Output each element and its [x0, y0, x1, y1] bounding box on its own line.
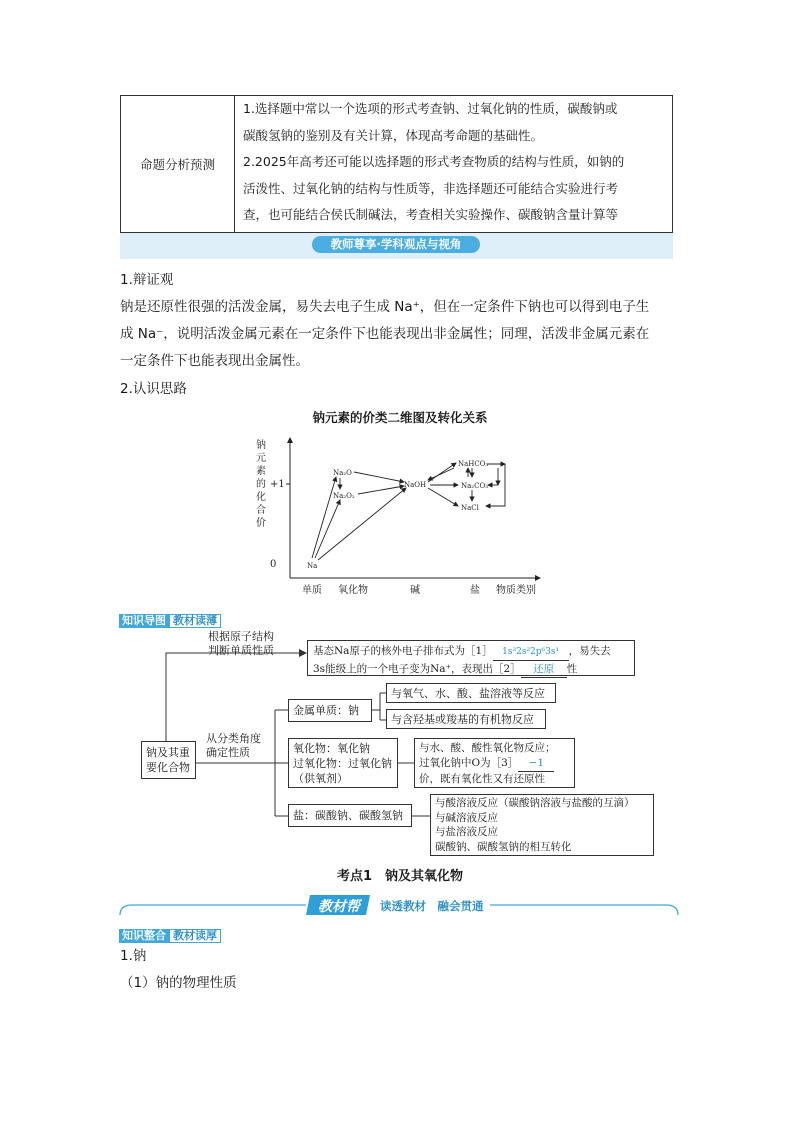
metal-item: 与含羟基或羧基的有机物反应	[386, 709, 546, 729]
node-nahco3: NaHCO₃	[458, 460, 489, 468]
arrow	[428, 468, 454, 480]
table-line: 查，也可能结合侯氏制碱法，考查相关实验操作、碳酸钠含量计算等	[243, 207, 619, 222]
knowledge-tags	[119, 924, 221, 943]
box-text: 基态Na原子的核外电子排布式为［1］	[313, 645, 493, 657]
ylabel-char: 化	[256, 492, 266, 503]
chart-title: 钠元素的价类二维图及转化关系	[312, 410, 488, 425]
section-heading: 1.钠	[120, 948, 147, 964]
branch-label	[208, 630, 274, 658]
ylabel-char: 的	[256, 479, 266, 490]
banner-title: 教师尊享·学科观点与视角	[312, 236, 480, 253]
metal-item: 与氧气、水、酸、盐溶液等反应	[386, 683, 556, 703]
answer-1: 1s²2s²2p⁶3s¹	[493, 644, 569, 661]
oxide-desc-line: 过氧化钠中O为［3］	[419, 757, 519, 769]
paragraph-line: 成 Na⁻，说明活泼金属元素在一定条件下也能表现出非金属性；同理，活泼非金属元素在	[120, 326, 650, 342]
tag-read-thin: 教材读薄	[169, 614, 221, 628]
teacher-banner	[120, 233, 673, 259]
arrow	[318, 488, 406, 560]
branch-label	[206, 732, 261, 760]
table-label: 命题分析预测	[121, 96, 235, 232]
ytick-label: +1	[270, 479, 285, 490]
ylabel-char: 元	[256, 453, 266, 464]
branch-label-line: 从分类角度	[206, 732, 261, 745]
node-na2o: Na₂O	[333, 469, 352, 477]
arrow	[315, 500, 340, 558]
ylabel-char: 钠	[256, 440, 266, 451]
salt-item: 与盐溶液反应	[435, 826, 498, 838]
xlabel: 物质类别	[496, 585, 536, 596]
atomic-structure-box	[307, 640, 635, 676]
oxide-desc-line: 与水、酸、酸性氧化物反应；	[419, 742, 556, 754]
answer-3: −1	[518, 756, 554, 772]
box-text: 3s能级上的一个电子变为Na⁺，表现出［2］	[313, 663, 521, 675]
valence-chart	[240, 430, 550, 600]
node-na: Na	[307, 562, 318, 570]
ytick-label: 0	[270, 559, 277, 570]
tag-knowledge-map: 知识导图	[119, 614, 169, 628]
metal-box: 金属单质：钠	[288, 699, 372, 722]
arrow	[428, 488, 458, 506]
xtick-label: 氧化物	[338, 585, 368, 596]
jiaocai-logo: 教材帮	[318, 899, 360, 915]
table-line: 1.选择题中常以一个选项的形式考查钠、过氧化钠的性质，碳酸钠或	[243, 101, 618, 116]
salt-item: 碳酸钠、碳酸氢钠的相互转化	[435, 840, 572, 853]
branch-label-line: 根据原子结构	[208, 630, 274, 643]
section-heading: 1.辩证观	[120, 272, 174, 288]
box-text: ，易失去	[568, 645, 611, 657]
jiaocai-slogan: 读透教材 融会贯通	[380, 899, 484, 913]
analysis-table	[120, 95, 673, 233]
tag-knowledge-integration: 知识整合	[119, 929, 169, 943]
node-na2o2: Na₂O₂	[333, 492, 355, 500]
xtick-label: 盐	[470, 585, 480, 596]
branch-label-line: 确定性质	[206, 746, 250, 759]
arrow	[358, 486, 404, 494]
arrow	[354, 472, 404, 482]
root-line: 钠及其重	[146, 746, 190, 759]
node-na2co3: Na₂CO₃	[461, 482, 489, 490]
oxide-desc-box	[414, 738, 575, 788]
salt-box: 盐：碳酸钠、碳酸氢钠	[288, 804, 412, 827]
oxide-line: 过氧化物：过氧化钠	[293, 757, 392, 770]
ylabel-char: 素	[256, 466, 266, 477]
table-content	[243, 96, 666, 229]
root-line: 要化合物	[146, 761, 190, 774]
xtick-label: 碱	[410, 585, 420, 596]
salt-item: 与碱溶液反应	[435, 811, 498, 824]
table-line: 2.2025年高考还可能以选择题的形式考查物质的结构与性质，如钠的	[243, 154, 625, 169]
oxide-line: 氧化物：氧化钠	[293, 742, 370, 755]
table-line: 活泼性、过氧化钠的结构与性质等，非选择题还可能结合实验进行考	[243, 180, 619, 196]
oxide-line: （供氧剂）	[293, 772, 348, 785]
arrow	[428, 463, 456, 482]
box-text: 性	[566, 663, 578, 675]
node-nacl: NaCl	[461, 504, 479, 512]
tag-read-thick: 教材读厚	[169, 929, 221, 943]
ylabel-char: 合	[256, 505, 266, 516]
oxide-desc-line: 价，既有氧化性又有还原性	[419, 773, 545, 785]
table-line: 碳酸氢钠的鉴别及有关计算，体现高考命题的基础性。	[243, 127, 544, 143]
salt-item: 与酸溶液反应（碳酸钠溶液与盐酸的互滴）	[435, 797, 635, 809]
branch-label-line: 判断单质性质	[208, 644, 274, 657]
answer-2: 还原	[521, 661, 567, 678]
oxide-box	[288, 738, 398, 788]
paragraph-line: 钠是还原性很强的活泼金属，易失去电子生成 Na⁺，但在一定条件下钠也可以得到电子生	[120, 299, 650, 315]
subsection-heading: （1）钠的物理性质	[120, 975, 237, 991]
ylabel-char: 价	[256, 518, 266, 529]
node-naoh: NaOH	[404, 481, 427, 489]
section-heading: 2.认识思路	[120, 381, 187, 397]
paragraph-line: 一定条件下也能表现出金属性。	[120, 353, 309, 369]
kaodian-title: 考点1 钠及其氧化物	[336, 869, 464, 884]
xtick-label: 单质	[302, 585, 322, 596]
salt-items-box	[430, 794, 654, 856]
mindmap-root	[141, 741, 196, 779]
